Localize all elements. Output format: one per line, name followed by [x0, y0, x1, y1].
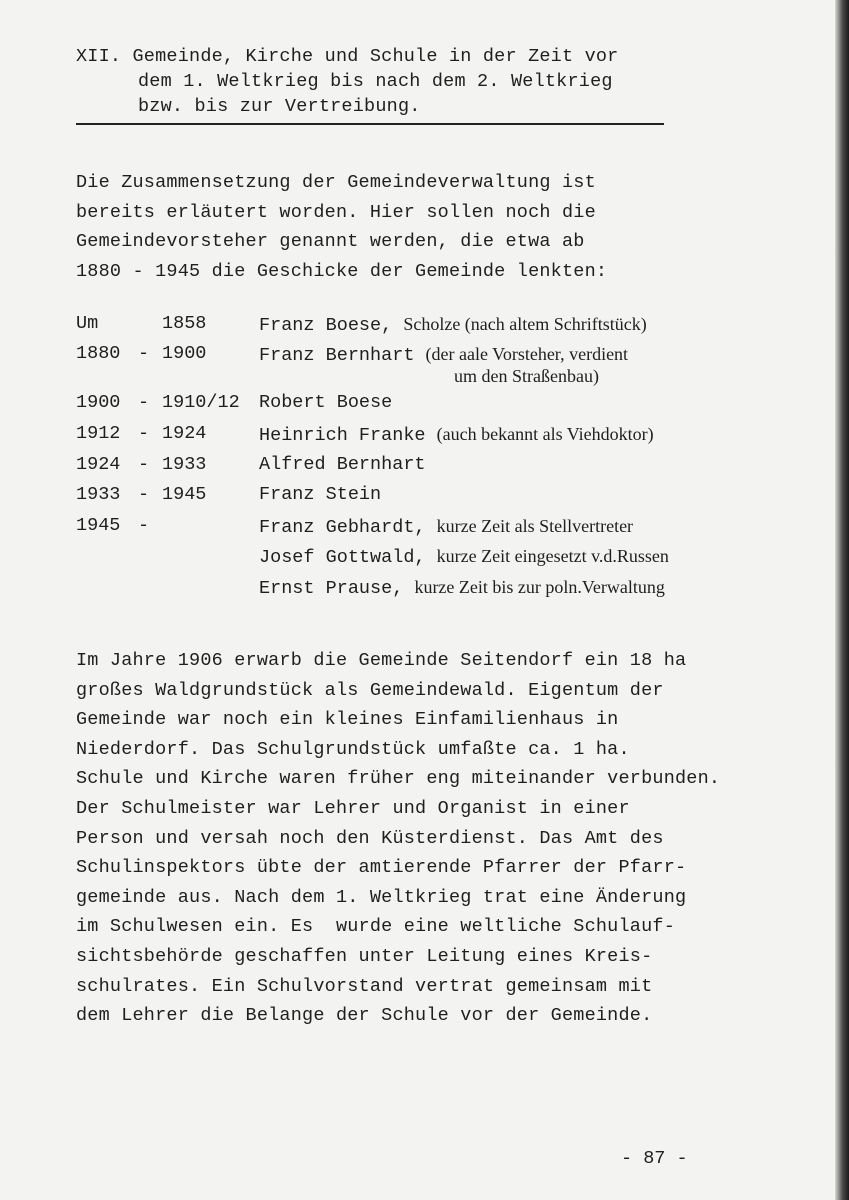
text-line: schulrates. Ein Schulvorstand vertrat gemeinsam mit [76, 975, 653, 997]
scan-binding-edge [835, 0, 849, 1200]
mayor-name: Franz Bernhart (der aale Vorsteher, verdient [259, 344, 629, 366]
text-line: sichtsbehörde geschaffen unter Leitung eines Kreis- [76, 945, 653, 967]
text-line: Im Jahre 1906 erwarb die Gemeinde Seitendorf ein 18 ha [76, 650, 687, 671]
year-from: 1912 [76, 423, 121, 444]
text-line: gemeinde aus. Nach dem 1. Weltkrieg trat eine Änderung [76, 886, 687, 908]
mayor-name: Heinrich Franke (auch bekannt als Viehdoktor) [259, 424, 654, 446]
mayor-name: Franz Boese, Scholze (nach altem Schriftstück) [259, 314, 647, 336]
text-line: Person und versah noch den Küsterdienst. Das Amt des [76, 827, 664, 849]
mayor-note: Scholze (nach altem Schriftstück) [403, 314, 647, 334]
year-from: 1900 [76, 392, 121, 413]
year-to: 1924 [162, 423, 207, 444]
year-from: 1945 [76, 515, 121, 536]
year-dash: - [138, 484, 150, 505]
text-line: Niederdorf. Das Schulgrundstück umfaßte ca. 1 ha. [76, 738, 630, 760]
year-to: 1910/12 [162, 392, 240, 413]
mayor-name: Alfred Bernhart [259, 454, 426, 475]
mayor-name: Robert Boese [259, 392, 393, 413]
mayor-note: (der aale Vorsteher, verdient [425, 344, 629, 364]
mayor-name: Franz Gebhardt, kurze Zeit als Stellvertreter [259, 516, 634, 538]
text-line: Schulinspektors übte der amtierende Pfarrer der Pfarr- [76, 857, 687, 879]
mayor-note: kurze Zeit als Stellvertreter [436, 516, 634, 536]
year-dash: - [138, 343, 150, 364]
year-dash: - [138, 454, 150, 475]
mayor-note: kurze Zeit eingesetzt v.d.Russen [436, 546, 669, 566]
year-from: Um [76, 313, 99, 334]
year-to: 1900 [162, 343, 207, 364]
mayor-note-continued: um den Straßenbau) [454, 366, 599, 386]
year-to: 1858 [162, 313, 207, 334]
year-from: 1933 [76, 484, 121, 505]
mayor-name: Franz Stein [259, 484, 382, 505]
text-line: bereits erläutert worden. Hier sollen noch die [76, 201, 596, 223]
heading-line: bzw. bis zur Vertreibung. [138, 96, 421, 117]
body-paragraph [76, 646, 720, 1031]
heading-line: XII. Gemeinde, Kirche und Schule in der Zeit vor [76, 46, 619, 67]
year-to: 1933 [162, 454, 207, 475]
mayor-name: Ernst Prause, kurze Zeit bis zur poln.Verwaltung [259, 577, 665, 599]
text-line: Gemeindevorsteher genannt werden, die etwa ab [76, 231, 585, 252]
text-line: dem Lehrer die Belange der Schule vor der Gemeinde. [76, 1005, 653, 1027]
year-from: 1880 [76, 343, 121, 364]
text-line: Die Zusammensetzung der Gemeindeverwaltung ist [76, 172, 596, 193]
year-from: 1924 [76, 454, 121, 475]
text-line: Schule und Kirche waren früher eng miteinander verbunden. [76, 768, 721, 790]
page-number: - 87 - [621, 1148, 688, 1169]
heading-line: dem 1. Weltkrieg bis nach dem 2. Weltkrieg [138, 71, 613, 92]
intro-paragraph [76, 168, 607, 286]
text-line: großes Waldgrundstück als Gemeindewald. Eigentum der [76, 679, 664, 701]
text-line: im Schulwesen ein. Es wurde eine weltliche Schulauf- [76, 916, 675, 938]
mayor-note: kurze Zeit bis zur poln.Verwaltung [414, 577, 665, 597]
year-dash: - [138, 515, 150, 536]
year-dash: - [138, 392, 150, 413]
text-line: Der Schulmeister war Lehrer und Organist in einer [76, 797, 630, 819]
chapter-heading [76, 44, 619, 119]
text-line: Gemeinde war noch ein kleines Einfamilienhaus in [76, 709, 619, 731]
mayor-note: (auch bekannt als Viehdoktor) [436, 424, 654, 444]
mayor-name: Josef Gottwald, kurze Zeit eingesetzt v.d.Russen [259, 546, 669, 568]
year-to: 1945 [162, 484, 207, 505]
year-dash: - [138, 423, 150, 444]
text-line: 1880 - 1945 die Geschicke der Gemeinde lenkten: [76, 260, 608, 282]
heading-underline [76, 123, 664, 125]
